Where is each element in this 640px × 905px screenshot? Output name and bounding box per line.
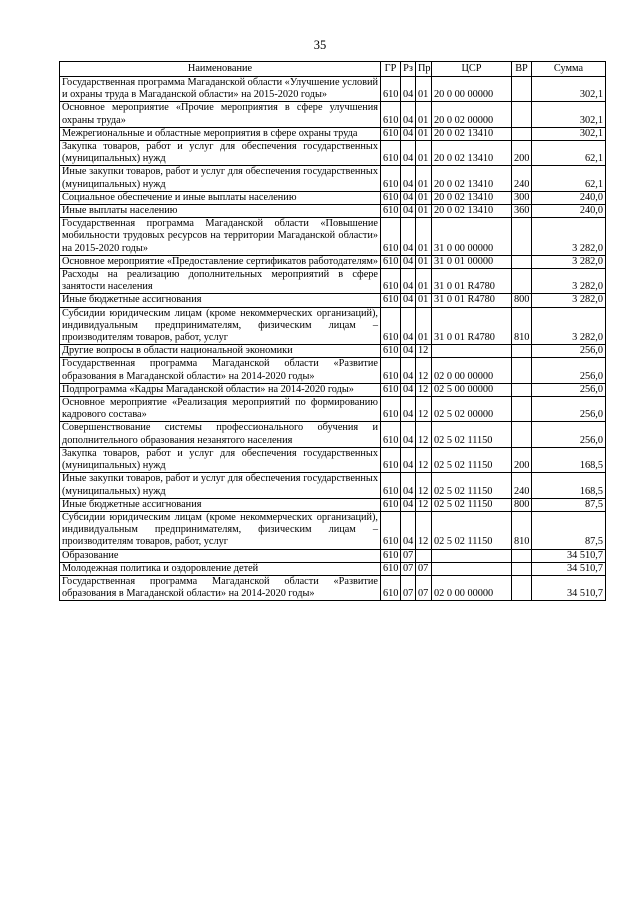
cell-name: Другие вопросы в области национальной экономики [60, 345, 381, 358]
table-row [60, 511, 606, 549]
cell-csr: 02 5 02 00000 [432, 397, 512, 422]
cell-name: Закупка товаров, работ и услуг для обеспечения государственных (муниципальных) нужд [60, 447, 381, 472]
cell-vr [512, 549, 532, 562]
cell-gr: 610 [381, 358, 401, 383]
cell-csr: 02 5 02 11150 [432, 422, 512, 447]
cell-pr: 01 [416, 255, 432, 268]
cell-rz: 07 [401, 575, 416, 600]
cell-csr: 02 5 02 11150 [432, 511, 512, 549]
cell-pr: 01 [416, 141, 432, 166]
cell-sum: 34 510,7 [532, 575, 606, 600]
cell-pr: 12 [416, 473, 432, 498]
table-row [60, 141, 606, 166]
cell-vr: 240 [512, 166, 532, 191]
cell-pr: 12 [416, 447, 432, 472]
cell-sum: 240,0 [532, 205, 606, 218]
cell-vr [512, 269, 532, 294]
cell-csr: 31 0 01 00000 [432, 255, 512, 268]
table-row [60, 255, 606, 268]
table-row [60, 498, 606, 511]
cell-sum: 256,0 [532, 397, 606, 422]
header-rz: Рз [401, 62, 416, 77]
cell-sum: 256,0 [532, 422, 606, 447]
cell-vr: 800 [512, 498, 532, 511]
cell-rz: 04 [401, 358, 416, 383]
table-row [60, 447, 606, 472]
cell-gr: 610 [381, 191, 401, 204]
cell-pr: 12 [416, 345, 432, 358]
table-body [60, 77, 606, 601]
cell-pr: 01 [416, 127, 432, 140]
table-row [60, 383, 606, 396]
cell-pr: 01 [416, 294, 432, 307]
cell-pr: 07 [416, 575, 432, 600]
cell-csr [432, 549, 512, 562]
table-header-row [60, 62, 606, 77]
cell-csr: 20 0 02 13410 [432, 191, 512, 204]
cell-gr: 610 [381, 473, 401, 498]
cell-name: Государственная программа Магаданской области «Развитие образования в Магаданской области» на 2014-2020 годы» [60, 358, 381, 383]
cell-pr: 01 [416, 77, 432, 102]
cell-pr: 01 [416, 166, 432, 191]
cell-pr: 01 [416, 102, 432, 127]
cell-gr: 610 [381, 127, 401, 140]
cell-name: Расходы на реализацию дополнительных мероприятий в сфере занятости населения [60, 269, 381, 294]
cell-sum: 62,1 [532, 141, 606, 166]
table-row [60, 549, 606, 562]
cell-vr [512, 397, 532, 422]
table-row [60, 307, 606, 345]
cell-name: Субсидии юридическим лицам (кроме некоммерческих организаций), индивидуальным предпринимателям, физическим лицам – производителям товаров, работ, услуг [60, 307, 381, 345]
cell-csr: 20 0 02 00000 [432, 102, 512, 127]
page-number: 35 [313, 38, 327, 52]
cell-csr: 02 5 00 00000 [432, 383, 512, 396]
table-row [60, 562, 606, 575]
cell-gr: 610 [381, 575, 401, 600]
cell-csr: 20 0 02 13410 [432, 127, 512, 140]
cell-rz: 04 [401, 166, 416, 191]
cell-csr [432, 345, 512, 358]
cell-gr: 610 [381, 345, 401, 358]
cell-vr [512, 218, 532, 256]
cell-vr [512, 255, 532, 268]
table-row [60, 77, 606, 102]
cell-sum: 168,5 [532, 447, 606, 472]
cell-name: Межрегиональные и областные мероприятия в сфере охраны труда [60, 127, 381, 140]
cell-vr [512, 422, 532, 447]
cell-pr [416, 549, 432, 562]
cell-rz: 04 [401, 397, 416, 422]
table-row [60, 102, 606, 127]
cell-rz: 04 [401, 307, 416, 345]
cell-name: Основное мероприятие «Предоставление сертификатов работодателям» [60, 255, 381, 268]
cell-name: Молодежная политика и оздоровление детей [60, 562, 381, 575]
cell-sum: 34 510,7 [532, 562, 606, 575]
cell-csr: 31 0 01 R4780 [432, 269, 512, 294]
cell-vr [512, 575, 532, 600]
cell-sum: 3 282,0 [532, 307, 606, 345]
cell-pr: 01 [416, 218, 432, 256]
cell-csr: 02 0 00 00000 [432, 358, 512, 383]
cell-gr: 610 [381, 498, 401, 511]
cell-vr [512, 562, 532, 575]
cell-pr: 12 [416, 383, 432, 396]
cell-pr: 12 [416, 498, 432, 511]
cell-name: Иные закупки товаров, работ и услуг для обеспечения государственных (муниципальных) нужд [60, 166, 381, 191]
cell-rz: 07 [401, 549, 416, 562]
cell-rz: 04 [401, 498, 416, 511]
cell-sum: 256,0 [532, 345, 606, 358]
table-row [60, 422, 606, 447]
cell-sum: 62,1 [532, 166, 606, 191]
cell-csr: 20 0 00 00000 [432, 77, 512, 102]
cell-pr: 01 [416, 191, 432, 204]
cell-csr: 02 5 02 11150 [432, 498, 512, 511]
cell-gr: 610 [381, 255, 401, 268]
cell-csr: 31 0 01 R4780 [432, 294, 512, 307]
cell-gr: 610 [381, 549, 401, 562]
cell-rz: 04 [401, 218, 416, 256]
budget-table [59, 61, 606, 601]
cell-pr: 01 [416, 205, 432, 218]
cell-gr: 610 [381, 294, 401, 307]
cell-pr: 12 [416, 358, 432, 383]
cell-vr: 200 [512, 141, 532, 166]
cell-sum: 3 282,0 [532, 269, 606, 294]
cell-name: Образование [60, 549, 381, 562]
cell-gr: 610 [381, 205, 401, 218]
cell-sum: 256,0 [532, 358, 606, 383]
table-row [60, 397, 606, 422]
table-row [60, 127, 606, 140]
cell-vr [512, 345, 532, 358]
header-sum: Сумма [532, 62, 606, 77]
cell-rz: 04 [401, 447, 416, 472]
cell-gr: 610 [381, 141, 401, 166]
cell-gr: 610 [381, 383, 401, 396]
table-row [60, 269, 606, 294]
table-row [60, 166, 606, 191]
cell-rz: 04 [401, 141, 416, 166]
cell-csr: 20 0 02 13410 [432, 166, 512, 191]
cell-rz: 04 [401, 294, 416, 307]
header-csr: ЦСР [432, 62, 512, 77]
cell-sum: 87,5 [532, 511, 606, 549]
cell-rz: 04 [401, 255, 416, 268]
cell-rz: 04 [401, 511, 416, 549]
cell-name: Иные бюджетные ассигнования [60, 498, 381, 511]
table-row [60, 575, 606, 600]
cell-gr: 610 [381, 102, 401, 127]
cell-name: Иные выплаты населению [60, 205, 381, 218]
table-row [60, 191, 606, 204]
cell-name: Закупка товаров, работ и услуг для обеспечения государственных (муниципальных) нужд [60, 141, 381, 166]
cell-rz: 04 [401, 77, 416, 102]
cell-name: Социальное обеспечение и иные выплаты населению [60, 191, 381, 204]
table-row [60, 345, 606, 358]
cell-vr: 360 [512, 205, 532, 218]
cell-rz: 04 [401, 422, 416, 447]
cell-sum: 3 282,0 [532, 294, 606, 307]
cell-sum: 302,1 [532, 127, 606, 140]
cell-pr: 01 [416, 269, 432, 294]
cell-vr [512, 383, 532, 396]
cell-pr: 12 [416, 511, 432, 549]
cell-rz: 04 [401, 102, 416, 127]
cell-gr: 610 [381, 422, 401, 447]
cell-name: Иные закупки товаров, работ и услуг для обеспечения государственных (муниципальных) нужд [60, 473, 381, 498]
cell-rz: 07 [401, 562, 416, 575]
cell-rz: 04 [401, 127, 416, 140]
cell-csr: 20 0 02 13410 [432, 205, 512, 218]
cell-vr [512, 358, 532, 383]
header-name: Наименование [60, 62, 381, 77]
cell-sum: 302,1 [532, 102, 606, 127]
cell-sum: 87,5 [532, 498, 606, 511]
table-row [60, 358, 606, 383]
cell-pr: 12 [416, 397, 432, 422]
cell-csr: 02 5 02 11150 [432, 447, 512, 472]
cell-pr: 01 [416, 307, 432, 345]
cell-gr: 610 [381, 218, 401, 256]
cell-sum: 3 282,0 [532, 255, 606, 268]
cell-vr: 240 [512, 473, 532, 498]
cell-rz: 04 [401, 269, 416, 294]
cell-gr: 610 [381, 511, 401, 549]
cell-vr: 810 [512, 307, 532, 345]
cell-name: Государственная программа Магаданской области «Развитие образования в Магаданской области» на 2014-2020 годы» [60, 575, 381, 600]
cell-vr: 810 [512, 511, 532, 549]
cell-sum: 3 282,0 [532, 218, 606, 256]
cell-gr: 610 [381, 307, 401, 345]
cell-pr: 12 [416, 422, 432, 447]
table-row [60, 473, 606, 498]
cell-sum: 240,0 [532, 191, 606, 204]
cell-name: Подпрограмма «Кадры Магаданской области» на 2014-2020 годы» [60, 383, 381, 396]
cell-gr: 610 [381, 269, 401, 294]
cell-rz: 04 [401, 383, 416, 396]
cell-name: Иные бюджетные ассигнования [60, 294, 381, 307]
header-pr: Пр [416, 62, 432, 77]
table-row [60, 218, 606, 256]
cell-rz: 04 [401, 473, 416, 498]
cell-vr [512, 102, 532, 127]
cell-sum: 168,5 [532, 473, 606, 498]
cell-gr: 610 [381, 166, 401, 191]
cell-vr: 200 [512, 447, 532, 472]
cell-name: Основное мероприятие «Прочие мероприятия в сфере улучшения охраны труда» [60, 102, 381, 127]
header-vr: ВР [512, 62, 532, 77]
cell-csr: 02 0 00 00000 [432, 575, 512, 600]
cell-name: Субсидии юридическим лицам (кроме некоммерческих организаций), индивидуальным предпринимателям, физическим лицам – производителям товаров, работ, услуг [60, 511, 381, 549]
cell-rz: 04 [401, 191, 416, 204]
cell-gr: 610 [381, 77, 401, 102]
cell-sum: 256,0 [532, 383, 606, 396]
cell-name: Государственная программа Магаданской области «Улучшение условий и охраны труда в Магаданской области» на 2015-2020 годы» [60, 77, 381, 102]
cell-rz: 04 [401, 205, 416, 218]
cell-sum: 302,1 [532, 77, 606, 102]
cell-gr: 610 [381, 447, 401, 472]
table-row [60, 205, 606, 218]
cell-csr: 02 5 02 11150 [432, 473, 512, 498]
cell-gr: 610 [381, 397, 401, 422]
cell-name: Совершенствование системы профессионального обучения и дополнительного образования незанятого населения [60, 422, 381, 447]
cell-vr: 300 [512, 191, 532, 204]
table-row [60, 294, 606, 307]
cell-csr: 31 0 01 R4780 [432, 307, 512, 345]
cell-sum: 34 510,7 [532, 549, 606, 562]
cell-name: Основное мероприятие «Реализация мероприятий по формированию кадрового состава» [60, 397, 381, 422]
cell-vr: 800 [512, 294, 532, 307]
cell-vr [512, 127, 532, 140]
cell-csr [432, 562, 512, 575]
cell-csr: 20 0 02 13410 [432, 141, 512, 166]
cell-csr: 31 0 00 00000 [432, 218, 512, 256]
cell-vr [512, 77, 532, 102]
header-gr: ГР [381, 62, 401, 77]
cell-gr: 610 [381, 562, 401, 575]
cell-rz: 04 [401, 345, 416, 358]
cell-pr: 07 [416, 562, 432, 575]
cell-name: Государственная программа Магаданской области «Повышение мобильности трудовых ресурсов на территории Магаданской области» на 2015-2020 годы» [60, 218, 381, 256]
